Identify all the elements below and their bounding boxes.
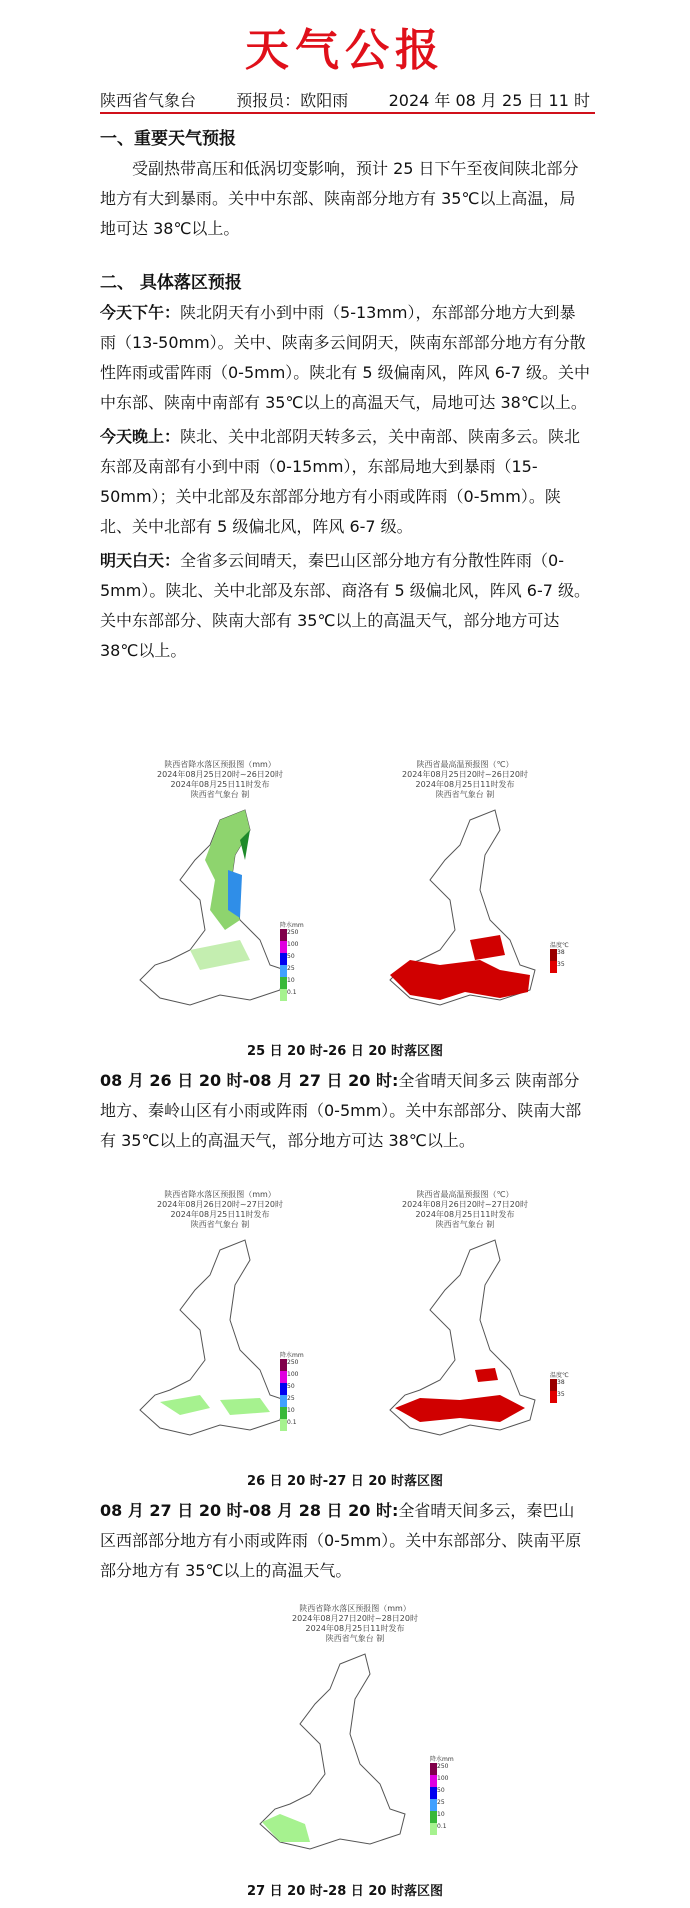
rain-area-heavy: [228, 870, 242, 918]
tonight: [100, 422, 590, 542]
rain-map-period: 2024年08月25日20时~26日20时: [157, 770, 283, 779]
rain-map-issue: 2024年08月25日11时发布: [170, 780, 270, 789]
today-afternoon: [100, 298, 590, 418]
section2: [100, 268, 590, 666]
tomorrow-label: 明天白天：: [100, 551, 181, 570]
heat-map-issue: 2024年08月25日11时发布: [415, 780, 515, 789]
heat-legend-2: [550, 1370, 569, 1403]
heat-legend-2-35: 35: [557, 1391, 565, 1398]
rain-legend: [280, 920, 304, 1001]
heat-map-2-org: 陕西省气象台 制: [435, 1220, 495, 1229]
rain-legend-3: [430, 1754, 454, 1835]
rain-legend-3-50: 50: [437, 1787, 445, 1794]
rain-map-3-title: 陕西省降水落区预报图（mm）: [299, 1604, 411, 1613]
rain-map-2: [110, 1190, 330, 1460]
agency: 陕西省气象台: [100, 91, 197, 110]
map-caption-1: 25 日 20 时-26 日 20 时落区图: [247, 1044, 443, 1059]
rain-map-3-issue: 2024年08月25日11时发布: [305, 1624, 405, 1633]
heat-map-2: [350, 1190, 580, 1460]
rain-legend-25: 25: [287, 965, 295, 972]
rain-map-org: 陕西省气象台 制: [190, 790, 250, 799]
map-caption-3: 27 日 20 时-28 日 20 时落区图: [247, 1884, 443, 1899]
tomorrow: [100, 546, 590, 666]
page-title: 天气公报: [245, 25, 445, 76]
period-3-text: 全省晴天间多云，秦巴山区西部部分地方有小雨或阵雨（0-5mm）。关中东部部分、陕南平原部分地方有 35℃以上的高温天气。: [100, 1501, 582, 1580]
heat-legend-unit: 温度℃: [550, 942, 569, 949]
rain-legend-3-10: 10: [437, 1811, 445, 1818]
rain-legend-0-1: 0.1: [287, 989, 297, 996]
rain-legend-2: [280, 1350, 304, 1431]
rain-map-2-period: 2024年08月26日20时~27日20时: [157, 1200, 283, 1209]
heat-legend-35: 35: [557, 961, 565, 968]
rain-legend-3-25: 25: [437, 1799, 445, 1806]
rain-legend-2-25: 25: [287, 1395, 295, 1402]
rain-map-1: [110, 760, 330, 1030]
rain-legend-50: 50: [287, 953, 295, 960]
rain-map-2-title: 陕西省降水落区预报图（mm）: [164, 1190, 276, 1199]
rain-legend-3-100: 100: [437, 1775, 449, 1782]
rain-legend-3-unit: 降水mm: [430, 1756, 454, 1763]
heat-map-title: 陕西省最高温预报图（℃）: [416, 760, 514, 769]
rain-legend-2-10: 10: [287, 1407, 295, 1414]
rain-map-3-org: 陕西省气象台 制: [325, 1634, 385, 1643]
map-caption-2: 26 日 20 时-27 日 20 时落区图: [247, 1474, 443, 1489]
heat-map-period: 2024年08月25日20时~26日20时: [402, 770, 528, 779]
period-2-label: 08 月 26 日 20 时-08 月 27 日 20 时:: [100, 1071, 399, 1090]
rain-legend-10: 10: [287, 977, 295, 984]
tonight-label: 今天晚上：: [100, 427, 181, 446]
tonight-text: 陕北、关中北部阴天转多云，关中南部、陕南多云。陕北东部及南部有小到中雨（0-15mm），东部局地大到暴雨（15-50mm）；关中北部及东部部分地方有小雨或阵雨（0-5mm）。陕北、关中北部有 5 级偏北风，阵风 6-7 级。: [100, 427, 581, 536]
header-divider: [100, 112, 595, 114]
period-3: [100, 1496, 590, 1586]
rain-legend-2-100: 100: [287, 1371, 299, 1378]
heat-map-2-title: 陕西省最高温预报图（℃）: [416, 1190, 514, 1199]
period-3-label: 08 月 27 日 20 时-08 月 28 日 20 时:: [100, 1501, 399, 1520]
rain-legend-2-50: 50: [287, 1383, 295, 1390]
shaanxi-heat-map: [350, 800, 580, 1020]
rain-legend-3-0-1: 0.1: [437, 1823, 447, 1830]
issue-datetime: 2024 年 08 月 25 日 11 时: [388, 91, 590, 110]
shaanxi-rain-map-3: [230, 1644, 450, 1864]
section1-heading: 一、重要天气预报: [100, 129, 236, 149]
heat-legend: [550, 940, 569, 973]
header-meta: [100, 88, 590, 111]
today-afternoon-label: 今天下午：: [100, 303, 181, 322]
rain-legend-2-unit: 降水mm: [280, 1352, 304, 1359]
heat-map-org: 陕西省气象台 制: [435, 790, 495, 799]
period-2: [100, 1066, 590, 1156]
period-2-text: 全省晴天间多云 陕南部分地方、秦岭山区有小雨或阵雨（0-5mm）。关中东部部分、陕南大部有 35℃以上的高温天气，部分地方可达 38℃以上。: [100, 1071, 582, 1150]
heat-legend-2-unit: 温度℃: [550, 1372, 569, 1379]
heat-map-2-issue: 2024年08月25日11时发布: [415, 1210, 515, 1219]
heat-map-2-period: 2024年08月26日20时~27日20时: [402, 1200, 528, 1209]
rain-legend-unit: 降水mm: [280, 922, 304, 929]
rain-map-2-org: 陕西省气象台 制: [190, 1220, 250, 1229]
section1: [100, 124, 590, 244]
section1-text: 受副热带高压和低涡切变影响，预计 25 日下午至夜间陕北部分地方有大到暴雨。关中中东部、陕南部分地方有 35℃以上高温，局地可达 38℃以上。: [100, 159, 579, 238]
rain-legend-2-0-1: 0.1: [287, 1419, 297, 1426]
heat-map-1: [350, 760, 580, 1030]
heat-legend-2-38: 38: [557, 1379, 565, 1386]
rain-legend-2-250: 250: [287, 1359, 299, 1366]
shaanxi-heat-map-2: [350, 1230, 580, 1450]
rain-map-title: 陕西省降水落区预报图（mm）: [164, 760, 276, 769]
rain-map-3: [230, 1604, 480, 1874]
rain-map-2-issue: 2024年08月25日11时发布: [170, 1210, 270, 1219]
today-afternoon-text: 陕北阴天有小到中雨（5-13mm），东部部分地方大到暴雨（13-50mm）。关中、陕南多云间阴天，陕南东部部分地方有分散性阵雨或雷阵雨（0-5mm）。陕北有 5 级偏南风，阵风 6-7 级。关中中东部、陕南中南部有 35℃以上的高温天气，局地可达 38℃以上。: [100, 303, 590, 412]
tomorrow-text: 全省多云间晴天，秦巴山区部分地方有分散性阵雨（0-5mm）。陕北、关中北部及东部、商洛有 5 级偏北风，阵风 6-7 级。关中东部部分、陕南大部有 35℃以上的高温天气，部分地方可达 38℃以上。: [100, 551, 591, 660]
rain-legend-100: 100: [287, 941, 299, 948]
forecaster: 预报员：欧阳雨: [236, 91, 349, 110]
rain-map-3-period: 2024年08月27日20时~28日20时: [292, 1614, 418, 1623]
heat-legend-38: 38: [557, 949, 565, 956]
rain-area-moderate: [205, 810, 250, 930]
section2-heading: 二、 具体落区预报: [100, 273, 242, 293]
rain-legend-250: 250: [287, 929, 299, 936]
rain-legend-3-250: 250: [437, 1763, 449, 1770]
